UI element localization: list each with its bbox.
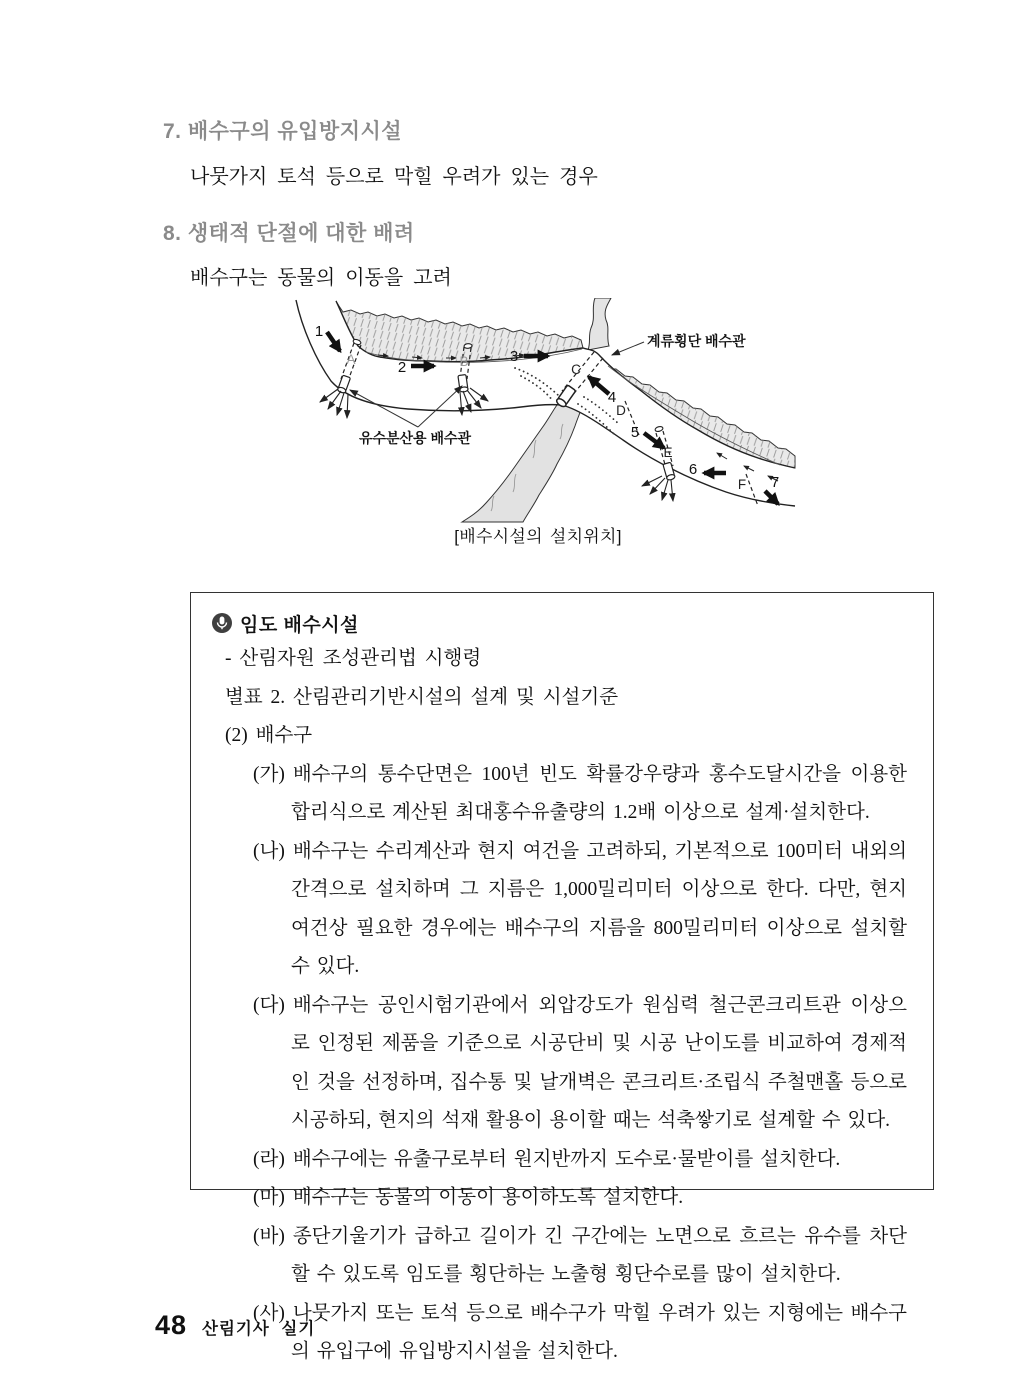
section-8-body: 배수구는 동물의 이동을 고려 bbox=[190, 267, 452, 289]
item-marker: (마) bbox=[253, 1187, 285, 1208]
note-item-da bbox=[203, 987, 907, 1141]
book-title: 산림기사 실기 bbox=[202, 1320, 316, 1338]
section-7-title: 배수구의 유입방지시설 bbox=[187, 120, 403, 143]
stream-crossing-pipe-label: 계류횡단 배수관 bbox=[647, 333, 746, 349]
segment-number-4: 4 bbox=[607, 389, 617, 406]
item-text: 배수구는 공인시험기관에서 외압강도가 원심력 철근콘크리트관 이상으로 인정된 제품을 기준으로 시공단비 및 시공 난이도를 비교하여 경제적인 것을 선정하며, 집수통 및 날개벽은 콘크리트·조립식 주철맨홀 등으로 시공하되, 현지의 석재 활용이 용이할 때는 석축쌓기로 설계할 수 있다. bbox=[291, 994, 907, 1131]
note-line-law: - 산림자원 조성관리법 시행령 bbox=[225, 648, 482, 669]
drainage-installation-diagram bbox=[278, 298, 798, 526]
culvert-letter-b: B bbox=[459, 354, 469, 369]
item-marker: (다) bbox=[253, 994, 285, 1016]
section-8-title: 생태적 단절에 대한 배려 bbox=[187, 222, 415, 245]
stream-crossing-callout-arrow bbox=[612, 342, 644, 355]
segment-number-1: 1 bbox=[314, 323, 324, 340]
culvert-letter-f: F bbox=[737, 477, 747, 492]
segment-number-5: 5 bbox=[630, 424, 640, 441]
note-box-header bbox=[211, 606, 907, 640]
culvert-letter-d: D bbox=[616, 403, 626, 418]
flow-dispersal-pipe-label: 유수분산용 배수관 bbox=[358, 430, 472, 446]
culvert-letter-a: A bbox=[346, 352, 356, 367]
item-text: 배수구에는 유출구로부터 원지반까지 도수로·물받이를 설치한다. bbox=[292, 1148, 841, 1170]
stream-below-road bbox=[462, 398, 582, 522]
item-marker: (가) bbox=[253, 763, 285, 785]
note-line-annex: 별표 2. 산림관리기반시설의 설계 및 시설기준 bbox=[225, 686, 619, 708]
page-number: 48 bbox=[155, 1310, 188, 1340]
note-item-ra bbox=[203, 1141, 907, 1180]
section-8-heading bbox=[163, 217, 415, 247]
segment-number-6: 6 bbox=[688, 461, 698, 478]
segment-number-3: 3 bbox=[509, 348, 519, 365]
section-7-body: 나뭇가지 토석 등으로 막힐 우려가 있는 경우 bbox=[190, 166, 598, 188]
section-7-number: 7. bbox=[163, 120, 182, 143]
note-item-ga bbox=[203, 756, 907, 833]
item-marker: (라) bbox=[253, 1148, 285, 1170]
stream-above-road bbox=[588, 298, 611, 350]
item-text: 종단기울기가 급하고 길이가 긴 구간에는 노면으로 흐르는 유수를 차단할 수 있도록 임도를 횡단하는 노출형 횡단수로를 많이 설치한다. bbox=[291, 1225, 907, 1285]
item-marker: (사) bbox=[253, 1302, 285, 1324]
segment-number-2: 2 bbox=[397, 359, 407, 376]
diagram-caption: [배수시설의 설치위치] bbox=[454, 527, 622, 546]
note-line-subsection: (2) 배수구 bbox=[225, 725, 313, 746]
microphone-badge-icon bbox=[211, 612, 233, 634]
item-marker: (바) bbox=[253, 1225, 285, 1247]
culvert-letter-e: E bbox=[663, 445, 673, 460]
item-text: 배수구의 통수단면은 100년 빈도 확률강우량과 홍수도달시간을 이용한 합리식으로 계산된 최대홍수유출량의 1.2배 이상으로 설계·설치한다. bbox=[291, 763, 907, 823]
item-text: 배수구는 동물의 이동이 용이하도록 설치한다. bbox=[292, 1187, 684, 1208]
culvert-letter-c: C bbox=[571, 362, 581, 377]
note-item-ba bbox=[203, 1218, 907, 1295]
hillside-cut-slope-left bbox=[336, 301, 583, 362]
note-box-title: 임도 배수시설 bbox=[240, 614, 359, 636]
item-marker: (나) bbox=[253, 840, 285, 862]
note-item-na bbox=[203, 833, 907, 987]
segment-number-7: 7 bbox=[770, 474, 780, 491]
item-text: 배수구는 수리계산과 현지 여건을 고려하되, 기본적으로 100미터 내외의 간격으로 설치하며 그 지름은 1,000밀리미터 이상으로 한다. 다만, 현지 여건상 필요한 경우에는 배수구의 지름을 800밀리미터 이상으로 설치할 수 있다. bbox=[291, 840, 907, 977]
note-item-ma bbox=[203, 1179, 907, 1218]
section-8-number: 8. bbox=[163, 222, 182, 245]
item-text: 나뭇가지 또는 토석 등으로 배수구가 막힐 우려가 있는 지형에는 배수구의 유입구에 유입방지시설을 설치한다. bbox=[291, 1302, 907, 1362]
section-7-heading bbox=[163, 115, 402, 145]
page-footer bbox=[155, 1310, 315, 1341]
drainage-diagram-svg bbox=[278, 298, 798, 526]
